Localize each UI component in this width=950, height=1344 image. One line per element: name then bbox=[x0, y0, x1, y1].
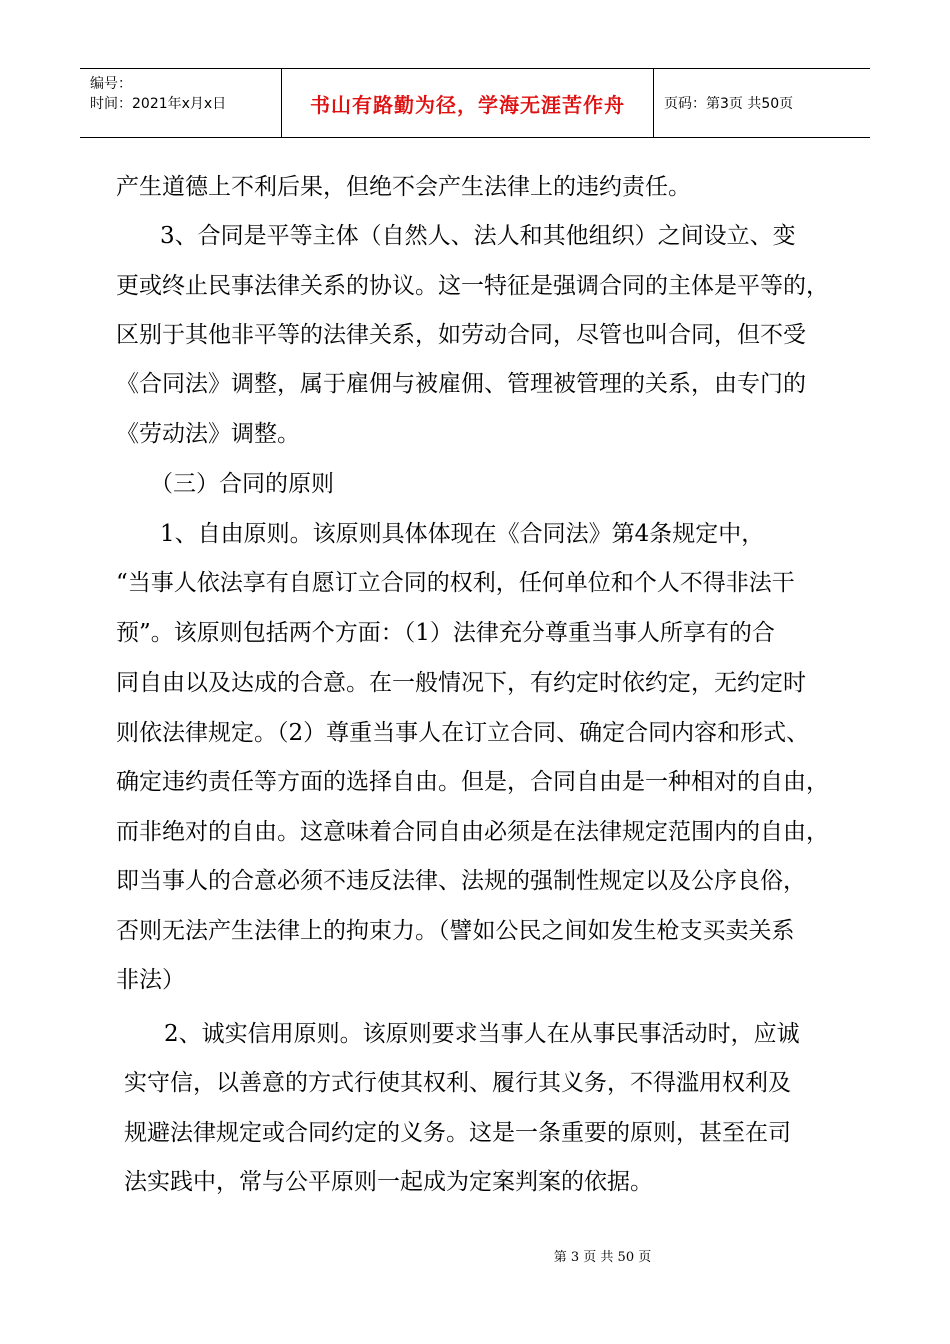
time-label: 时间：2021年x月x日 bbox=[90, 96, 227, 112]
body-line: 《合同法》调整，属于雇佣与被雇佣、管理被管理的关系，由专门的 bbox=[116, 371, 806, 397]
body-line: 实守信，以善意的方式行使其权利、履行其义务，不得滥用权利及 bbox=[124, 1070, 791, 1096]
body-line: 1、自由原则。该原则具体体现在《合同法》第4条规定中， bbox=[160, 521, 765, 547]
body-line: 而非绝对的自由。这意味着合同自由必须是在法律规定范围内的自由， bbox=[116, 819, 829, 845]
body-line: 即当事人的合意必须不违反法律、法规的强制性规定以及公序良俗， bbox=[116, 868, 806, 894]
footer-page-number: 第 3 页 共 50 页 bbox=[553, 1250, 652, 1265]
body-line: 则依法律规定。（2）尊重当事人在订立合同、确定合同内容和形式、 bbox=[116, 720, 810, 746]
header-table bbox=[80, 68, 870, 138]
body-line: “当事人依法享有自愿订立合同的权利，任何单位和个人不得非法干 bbox=[116, 570, 795, 596]
number-label: 编号： bbox=[90, 76, 132, 92]
body-line: 确定违约责任等方面的选择自由。但是，合同自由是一种相对的自由， bbox=[116, 769, 829, 795]
page-footer bbox=[0, 1246, 950, 1265]
header-motto-cell bbox=[282, 69, 654, 137]
body-line: 产生道德上不利后果，但绝不会产生法律上的违约责任。 bbox=[116, 174, 691, 200]
body-line: 更或终止民事法律关系的协议。这一特征是强调合同的主体是平等的， bbox=[116, 273, 829, 299]
header-page-cell bbox=[654, 69, 870, 137]
body-line: 3、合同是平等主体（自然人、法人和其他组织）之间设立、变 bbox=[160, 223, 796, 249]
motto-text: 书山有路勤为径，学海无涯苦作舟 bbox=[310, 92, 625, 117]
section-heading: （三）合同的原则 bbox=[150, 471, 334, 497]
body-line: 规避法律规定或合同约定的义务。这是一条重要的原则，甚至在司 bbox=[124, 1120, 791, 1146]
page-info: 页码：第3页 共50页 bbox=[664, 96, 794, 112]
body-line: 《劳动法》调整。 bbox=[116, 421, 300, 447]
body-line: 同自由以及达成的合意。在一般情况下，有约定时依约定，无约定时 bbox=[116, 670, 806, 696]
body-line: 非法） bbox=[116, 967, 185, 993]
header-meta-cell bbox=[80, 69, 282, 137]
body-line: 否则无法产生法律上的拘束力。（譬如公民之间如发生枪支买卖关系 bbox=[116, 918, 795, 944]
body-line: 法实践中，常与公平原则一起成为定案判案的依据。 bbox=[124, 1169, 653, 1195]
body-line: 预”。该原则包括两个方面：（1）法律充分尊重当事人所享有的合 bbox=[116, 620, 775, 646]
body-line: 2、诚实信用原则。该原则要求当事人在从事民事活动时，应诚 bbox=[164, 1021, 800, 1047]
body-line: 区别于其他非平等的法律关系，如劳动合同，尽管也叫合同，但不受 bbox=[116, 322, 806, 348]
